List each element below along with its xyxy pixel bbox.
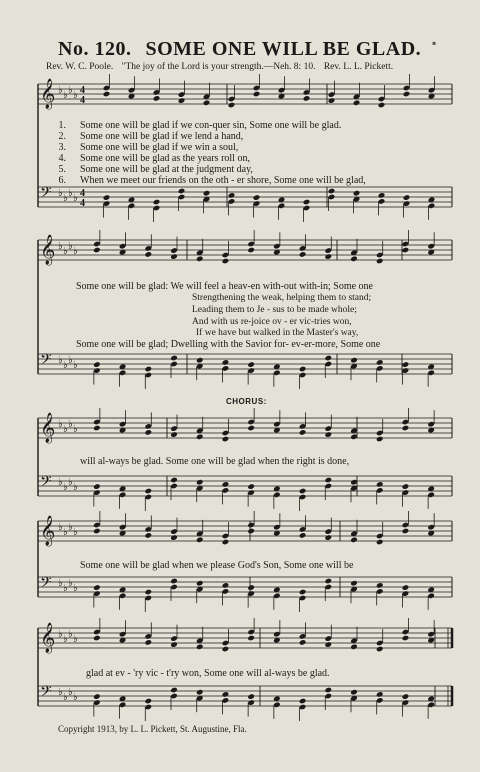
notehead [247,483,255,490]
notehead [303,95,311,102]
flat-icon: ♭ [73,634,78,645]
flat-icon: ♭ [63,583,68,594]
flat-icon: ♭ [63,193,68,204]
notehead [144,589,152,596]
notehead [196,434,204,441]
flat-icon: ♭ [58,419,63,430]
notehead [299,429,307,436]
notehead [324,578,332,585]
notehead [170,355,178,362]
notehead [144,698,152,705]
time-signature: 4 [80,198,85,209]
notehead [299,639,307,646]
notehead [170,534,178,541]
notehead [378,192,386,199]
flat-icon: ♭ [73,193,78,204]
notehead [196,580,204,587]
notehead [299,366,307,373]
time-signature: 4 [80,85,85,96]
notehead [324,253,332,260]
treble-clef-icon: 𝄞 [40,413,56,443]
flat-icon: ♭ [73,360,78,371]
notehead [402,247,410,254]
composer-credit: Rev. L. L. Pickett. [323,62,394,72]
notehead [324,687,332,694]
chorus-line: glad at ev - 'ry vic - t'ry won, Some one will al-ways be glad. [86,668,330,679]
verse-number: 5. [58,164,66,175]
verse-number: 6. [58,175,66,186]
notehead [222,646,230,653]
treble-clef-icon: 𝄞 [40,235,56,265]
verse-line: When we meet our friends on the oth - er shore, Some one will be glad, [80,175,366,186]
notehead [170,431,178,438]
notehead [170,687,178,694]
verse-line: Some one will be glad; Dwelling with the Savior for- ev-er-more, Some one [76,339,381,350]
verse-line: Some one will be glad if we win a soul, [80,142,239,153]
notehead [196,644,204,651]
notehead [402,425,410,432]
flat-icon: ♭ [73,482,78,493]
notehead [253,194,261,201]
notehead [144,488,152,495]
notehead [350,644,358,651]
flat-icon: ♭ [68,687,73,698]
flat-icon: ♭ [63,482,68,493]
notehead [403,91,411,98]
notehead [196,537,204,544]
chorus-line: will al-ways be glad. Some one will be glad when the right is done, [80,456,350,467]
flat-icon: ♭ [73,424,78,435]
flat-icon: ♭ [63,424,68,435]
verse-line: If we have but walked in the Master's way, [196,328,359,338]
notehead [353,100,361,107]
notehead [253,91,261,98]
flat-icon: ♭ [58,188,63,199]
notehead [328,188,336,195]
notehead [376,646,384,653]
notehead [222,539,230,546]
notehead [350,357,358,364]
notehead [402,483,410,490]
notehead [222,691,230,698]
verse-line: Strengthening the weak, helping them to stand; [192,293,372,303]
notehead [303,199,311,206]
notehead [93,584,101,591]
notehead [93,247,101,254]
paper-mark: ▪ [432,36,437,50]
notehead [376,359,384,366]
flat-icon: ♭ [63,246,68,257]
notehead [376,258,384,265]
notehead [222,436,230,443]
notehead [299,488,307,495]
notehead [328,97,336,104]
poet-credit: Rev. W. C. Poole. [46,62,114,72]
notehead [144,366,152,373]
notehead [93,361,101,368]
verse-number: 1. [58,120,66,131]
flat-icon: ♭ [68,578,73,589]
notehead [324,355,332,362]
hymn-number: No. 120. [58,38,132,60]
flat-icon: ♭ [68,522,73,533]
notehead [324,534,332,541]
flat-icon: ♭ [58,241,63,252]
flat-icon: ♭ [58,522,63,533]
notehead [376,436,384,443]
notehead [299,532,307,539]
notehead [222,481,230,488]
flat-icon: ♭ [58,355,63,366]
time-signature: 4 [80,188,85,199]
notehead [196,479,204,486]
notehead [299,698,307,705]
flat-icon: ♭ [58,687,63,698]
notehead [203,190,211,197]
notehead [170,578,178,585]
scripture-reference: "The joy of the Lord is your strength.—Neh. 8: 10. [121,62,316,72]
notehead [350,537,358,544]
flat-icon: ♭ [63,527,68,538]
flat-icon: ♭ [68,85,73,96]
notehead [196,256,204,263]
notehead [228,192,236,199]
bass-clef-icon: 𝄢 [40,574,52,595]
notehead [324,477,332,484]
bass-clef-icon: 𝄢 [40,351,52,372]
notehead [196,357,204,364]
flat-icon: ♭ [63,90,68,101]
flat-icon: ♭ [68,188,73,199]
notehead [153,95,161,102]
notehead [222,359,230,366]
notehead [376,691,384,698]
treble-clef-icon: 𝄞 [40,516,56,546]
notehead [93,635,101,642]
flat-icon: ♭ [68,419,73,430]
notehead [324,431,332,438]
notehead [153,199,161,206]
notehead [247,635,255,642]
notehead [402,635,410,642]
notehead [247,528,255,535]
flat-icon: ♭ [68,477,73,488]
notehead [103,194,111,201]
notehead [144,639,152,646]
notehead [402,584,410,591]
notehead [222,258,230,265]
bass-clef-icon: 𝄢 [40,473,52,494]
notehead [144,532,152,539]
notehead [353,190,361,197]
notehead [299,589,307,596]
flat-icon: ♭ [63,634,68,645]
notehead [402,693,410,700]
notehead [144,251,152,258]
flat-icon: ♭ [73,527,78,538]
verse-line: Some one will be glad: We will feel a heav-en with-out with-in; Some one [76,281,373,292]
notehead [178,97,186,104]
verse-number: 2. [58,131,66,142]
notehead [93,693,101,700]
notehead [350,689,358,696]
verse-line: Some one will be glad as the years roll on, [80,153,250,164]
flat-icon: ♭ [73,90,78,101]
treble-clef-icon: 𝄞 [40,79,56,109]
notehead [247,584,255,591]
copyright-notice: Copyright 1913, by L. L. Pickett, St. Augustine, Fla. [58,724,247,734]
bass-clef-icon: 𝄢 [40,184,52,205]
notehead [170,641,178,648]
flat-icon: ♭ [73,583,78,594]
notehead [228,102,236,109]
notehead [376,582,384,589]
notehead [170,477,178,484]
notehead [247,247,255,254]
flat-icon: ♭ [68,241,73,252]
notehead [403,194,411,201]
notehead [222,582,230,589]
notehead [103,91,111,98]
flat-icon: ♭ [58,477,63,488]
verse-line: Some one will be glad if we lend a hand, [80,131,244,142]
verse-line: Some one will be glad at the judgment day, [80,164,253,175]
notehead [93,528,101,535]
notehead [203,100,211,107]
notehead [93,425,101,432]
notehead [196,689,204,696]
flat-icon: ♭ [68,629,73,640]
notehead [402,361,410,368]
verse-line: Leading them to Je - sus to be made whole; [192,305,357,315]
notehead [350,580,358,587]
flat-icon: ♭ [73,692,78,703]
notehead [144,429,152,436]
time-signature: 4 [80,95,85,106]
notehead [376,481,384,488]
flat-icon: ♭ [68,355,73,366]
verse-line: And with us re-joice ov - er vic-tries won, [192,317,352,327]
flat-icon: ♭ [58,629,63,640]
notehead [299,251,307,258]
treble-clef-icon: 𝄞 [40,623,56,653]
notehead [170,253,178,260]
notehead [178,188,186,195]
bass-clef-icon: 𝄢 [40,683,52,704]
chorus-line: Some one will be glad when we please God's Son, Some one will be [80,560,354,571]
notehead [376,539,384,546]
flat-icon: ♭ [63,360,68,371]
notehead [247,693,255,700]
chorus-label: CHORUS: [226,397,267,406]
notehead [247,361,255,368]
verse-line: Some one will be glad if we con-quer sin, Some one will be glad. [80,120,342,131]
notehead [247,425,255,432]
flat-icon: ♭ [73,246,78,257]
flat-icon: ♭ [58,85,63,96]
notehead [402,528,410,535]
notehead [93,483,101,490]
verse-number: 4. [58,153,66,164]
notehead [324,641,332,648]
notehead [350,256,358,263]
hymn-name: SOME ONE WILL BE GLAD. [145,38,422,60]
notehead [378,102,386,109]
verse-number: 3. [58,142,66,153]
flat-icon: ♭ [63,692,68,703]
flat-icon: ♭ [58,578,63,589]
